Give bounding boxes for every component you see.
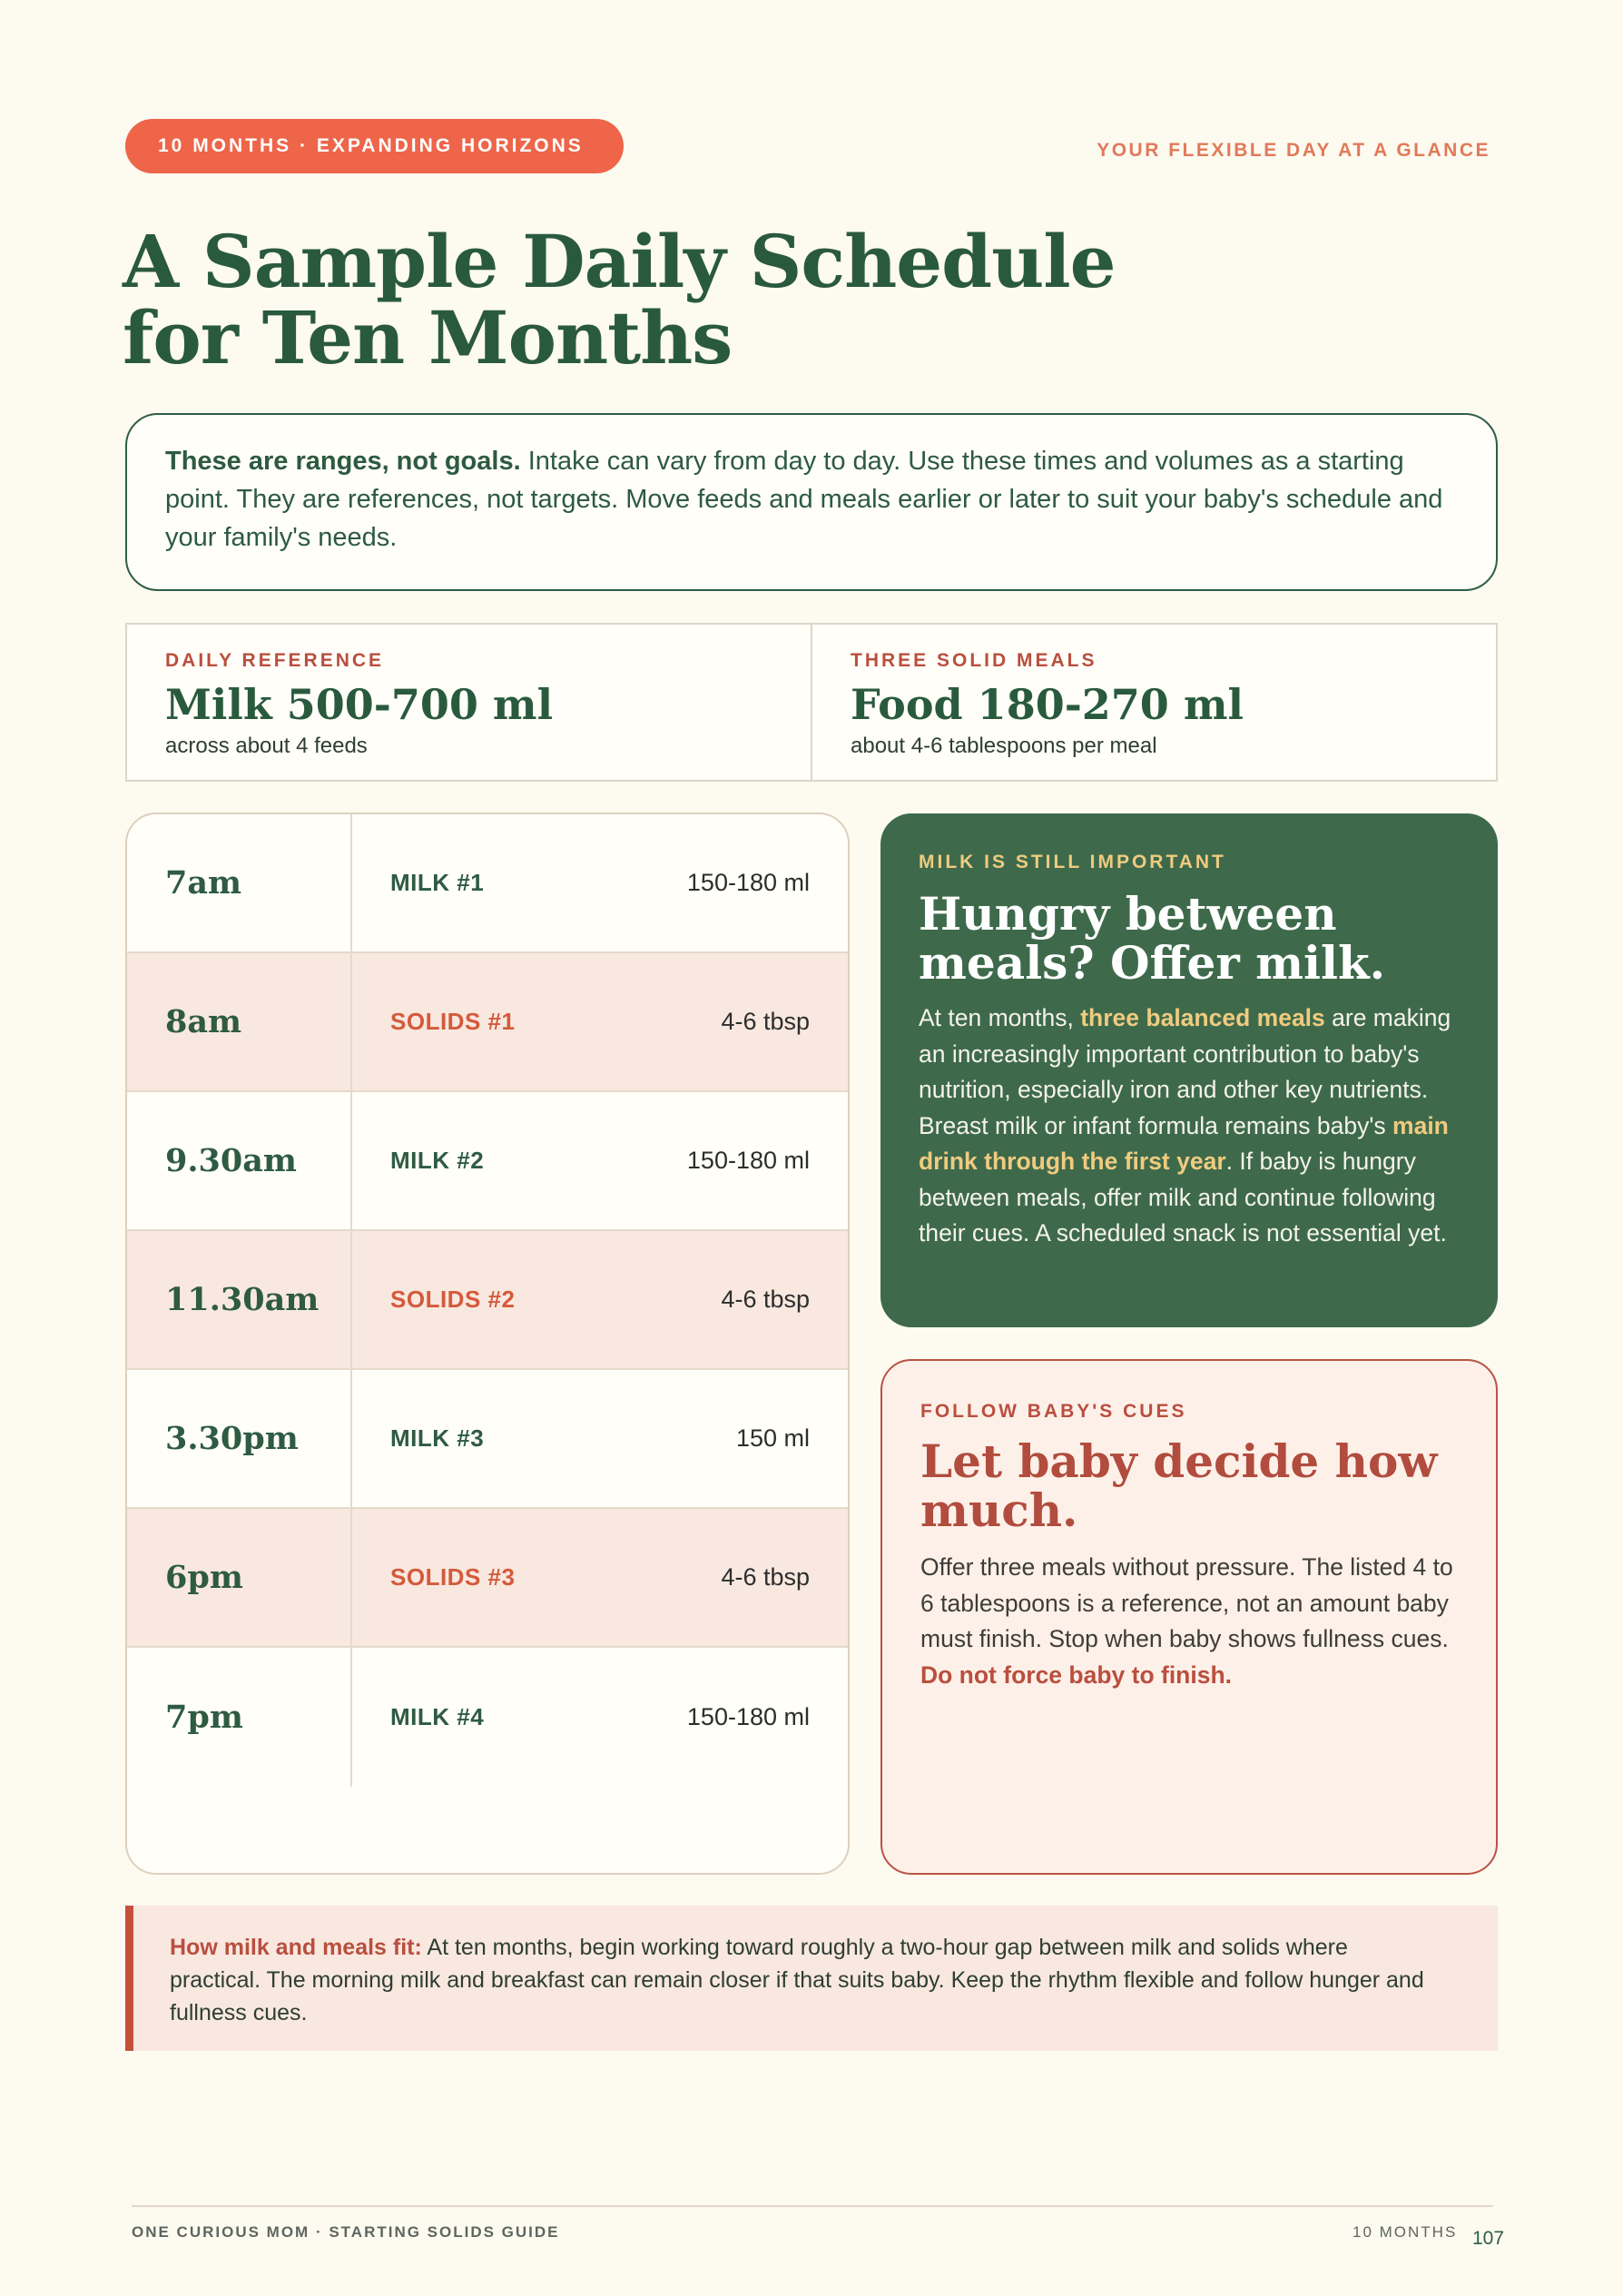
schedule-row — [127, 1370, 848, 1509]
intro-callout — [125, 413, 1498, 591]
card-highlight: Do not force baby to finish. — [920, 1660, 1233, 1689]
schedule-time: 8am — [127, 953, 352, 1090]
schedule-item: MILK #4 — [390, 1703, 485, 1730]
reference-panel — [125, 623, 1498, 782]
footer-publication: ONE CURIOUS MOM · STARTING SOLIDS GUIDE — [132, 2223, 560, 2241]
note-bold: How milk and meals fit: — [170, 1935, 422, 1960]
schedule-time: 9.30am — [127, 1092, 352, 1229]
schedule-item: SOLIDS #3 — [390, 1563, 516, 1591]
schedule-row — [127, 1092, 848, 1231]
card-eyebrow: FOLLOW BABY'S CUES — [920, 1401, 1187, 1422]
intro-bold: These are ranges, not goals. — [165, 447, 521, 476]
footer-divider — [132, 2205, 1493, 2207]
card-body — [919, 1000, 1460, 1252]
card-highlight: three balanced meals — [1080, 1004, 1325, 1031]
reference-label: DAILY REFERENCE — [165, 650, 385, 671]
card-text: Offer three meals without pressure. The listed 4 to 6 tablespoons is a reference, not an amount baby must finish. Stop when baby shows fullness cues. — [920, 1553, 1453, 1652]
schedule-amount: 150-180 ml — [686, 1703, 810, 1730]
schedule-row — [127, 814, 848, 953]
card-heading: Hungry between meals? Offer milk. — [919, 887, 1386, 990]
title-line-2: for Ten Months — [123, 295, 733, 380]
card-body — [920, 1550, 1458, 1693]
schedule-time: 11.30am — [127, 1231, 352, 1368]
section-tagline: YOUR FLEXIBLE DAY AT A GLANCE — [1097, 140, 1490, 161]
card-highlight: main drink through the first year — [919, 1111, 1449, 1175]
milk-meals-note — [125, 1906, 1498, 2051]
reference-label: THREE SOLID MEALS — [851, 650, 1097, 671]
card-eyebrow: MILK IS STILL IMPORTANT — [919, 852, 1226, 872]
schedule-time: 3.30pm — [127, 1370, 352, 1507]
schedule-row — [127, 1648, 848, 1787]
schedule-item: SOLIDS #2 — [390, 1286, 516, 1313]
card-text: At ten months, — [919, 1004, 1081, 1031]
section-badge: 10 MONTHS · EXPANDING HORIZONS — [125, 119, 624, 173]
schedule-amount: 150 ml — [735, 1424, 810, 1452]
schedule-amount: 4-6 tbsp — [721, 1563, 810, 1591]
reference-subtext: about 4-6 tablespoons per meal — [851, 734, 1157, 758]
schedule-item: SOLIDS #1 — [390, 1008, 516, 1035]
schedule-row — [127, 953, 848, 1092]
card-text: . If baby is hungry between meals, offer milk and continue following their cues. A scheduled snack is not essential yet. — [919, 1148, 1447, 1247]
intro-text: Intake can vary from day to day. Use these times and volumes as a starting point. They are references, not targets. Move feeds and meals earlier or later to suit your baby's schedule and your family's needs. — [165, 447, 1443, 552]
schedule-row — [127, 1509, 848, 1648]
schedule-item: MILK #2 — [390, 1147, 485, 1174]
reference-value: Food 180-270 ml — [851, 680, 1244, 729]
title-line-1: A Sample Daily Schedule — [123, 219, 1116, 304]
card-text: are making an increasingly important contribution to baby's nutrition, especially iron and other key nutrients. Breast milk or infant formula remains baby's — [919, 1004, 1451, 1139]
schedule-item: MILK #3 — [390, 1424, 485, 1452]
schedule-amount: 150-180 ml — [686, 869, 810, 896]
schedule-row — [127, 1231, 848, 1370]
milk-important-card — [880, 813, 1498, 1327]
schedule-time: 7am — [127, 814, 352, 951]
schedule-amount: 150-180 ml — [686, 1147, 810, 1174]
schedule-item: MILK #1 — [390, 869, 485, 896]
baby-cues-card — [880, 1359, 1498, 1875]
reference-milk — [127, 625, 811, 780]
footer-section: 10 MONTHS — [1352, 2223, 1458, 2241]
schedule-time: 6pm — [127, 1509, 352, 1646]
reference-value: Milk 500-700 ml — [165, 680, 554, 729]
card-heading: Let baby decide how much. — [920, 1434, 1438, 1537]
page-number: 107 — [1472, 2228, 1505, 2249]
schedule-amount: 4-6 tbsp — [721, 1286, 810, 1313]
schedule-table — [125, 813, 850, 1875]
reference-subtext: across about 4 feeds — [165, 734, 368, 758]
page-title — [123, 219, 1212, 380]
schedule-amount: 4-6 tbsp — [721, 1008, 810, 1035]
reference-food — [811, 625, 1496, 780]
schedule-time: 7pm — [127, 1648, 352, 1787]
note-text: At ten months, begin working toward roughly a two-hour gap between milk and solids where practical. The morning milk and breakfast can remain closer if that suits baby. Keep the rhythm flexible and follow hunger and fullness cues. — [170, 1935, 1424, 2025]
